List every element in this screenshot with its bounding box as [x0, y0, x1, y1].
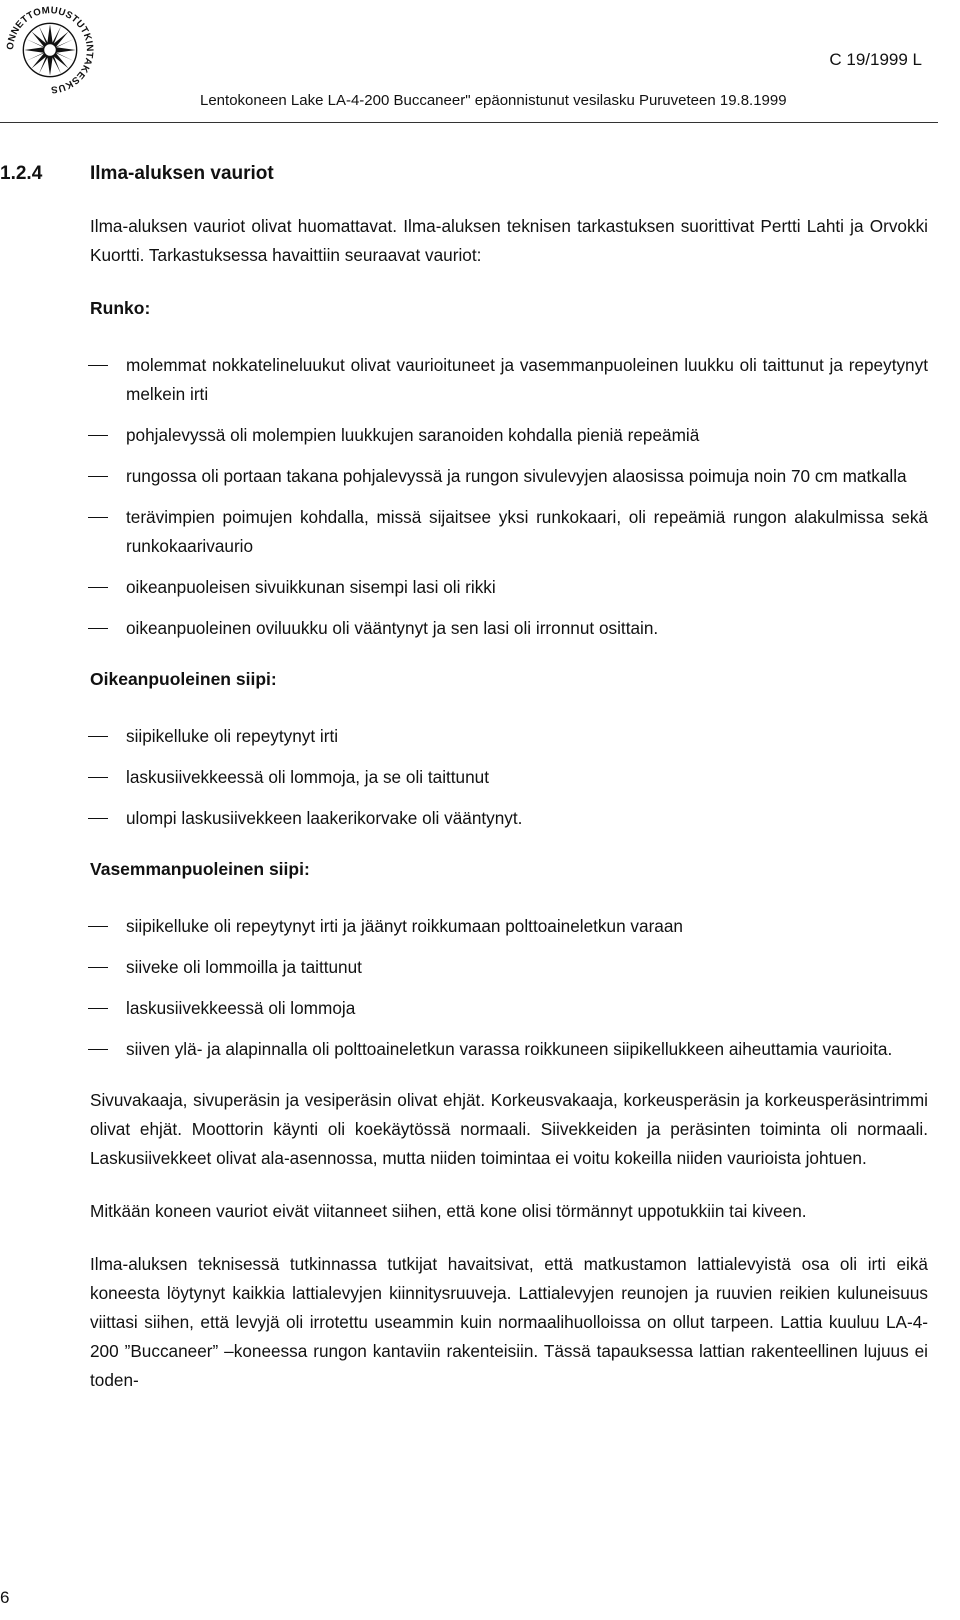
list-item: siiven ylä- ja alapinnalla oli polttoaineletkun varassa roikkuneen siipikellukkeen aiheuttamia vaurioita.	[90, 1035, 928, 1064]
right-wing-list	[90, 722, 928, 833]
list-item: oikeanpuoleinen oviluukku oli vääntynyt ja sen lasi oli irronnut osittain.	[90, 614, 928, 643]
left-wing-heading: Vasemmanpuoleinen siipi:	[90, 859, 310, 879]
list-item: pohjalevyssä oli molempien luukkujen saranoiden kohdalla pieniä repeämiä	[90, 421, 928, 450]
list-item: laskusiivekkeessä oli lommoja, ja se oli taittunut	[90, 763, 928, 792]
document-code: C 19/1999 L	[829, 50, 922, 69]
logo	[4, 4, 96, 96]
body-paragraph: Ilma-aluksen teknisessä tutkinnassa tutkijat havaitsivat, että matkustamon lattialevyistä osa oli irti eikä koneesta löytynyt kaikkia lattialevyjen kiinnitysruuveja. Lattialevyjen reunojen ja ruuvien reikien kuluneisuus viittasi siihen, että levyjä oli irrotettu useammin kuin normaalihuolloissa on ollut tarpeen. Lattia kuuluu LA-4-200 ”Buccaneer” –koneessa rungon kantaviin rakenteisiin. Tässä tapauksessa lattian rakenteellinen lujuus ei toden-	[90, 1254, 928, 1390]
intro-paragraph: Ilma-aluksen vauriot olivat huomattavat. Ilma-aluksen teknisen tarkastuksen suorittivat Pertti Lahti ja Orvokki Kuortti. Tarkastuksessa havaittiin seuraavat vauriot:	[90, 216, 928, 265]
list-item: molemmat nokkatelineluukut olivat vaurioituneet ja vasemmanpuoleinen luukku oli taittunut ja repeytynyt melkein irti	[90, 351, 928, 409]
document-body	[90, 212, 928, 1419]
list-item: siipikelluke oli repeytynyt irti ja jäänyt roikkumaan polttoaineletkun varaan	[90, 912, 928, 941]
left-wing-list	[90, 912, 928, 1064]
body-paragraph: Sivuvakaaja, sivuperäsin ja vesiperäsin olivat ehjät. Korkeusvakaaja, korkeusperäsin ja korkeusperäsintrimmi olivat ehjät. Moottorin käynti oli koekäytössä normaali. Siivekkeiden ja peräsinten toiminta oli normaali. Laskusiivekkeet olivat ala-asennossa, mutta niiden toimintaa ei voitu kokeilla niiden vaurioista johtuen.	[90, 1090, 928, 1168]
document-title: Lentokoneen Lake LA-4-200 Buccaneer" epäonnistunut vesilasku Puruveteen 19.8.1999	[200, 92, 787, 109]
list-item: siipikelluke oli repeytynyt irti	[90, 722, 928, 751]
section-heading	[0, 163, 274, 185]
right-wing-heading: Oikeanpuoleinen siipi:	[90, 669, 277, 689]
list-item: oikeanpuoleisen sivuikkunan sisempi lasi oli rikki	[90, 573, 928, 602]
runko-list	[90, 351, 928, 643]
section-title: Ilma-aluksen vauriot	[90, 163, 274, 184]
body-paragraph: Mitkään koneen vauriot eivät viitanneet siihen, että kone olisi törmännyt uppotukkiin tai kiveen.	[90, 1201, 807, 1221]
header-divider	[0, 122, 938, 123]
runko-heading: Runko:	[90, 298, 151, 318]
section-number: 1.2.4	[0, 163, 43, 184]
list-item: siiveke oli lommoilla ja taittunut	[90, 953, 928, 982]
list-item: terävimpien poimujen kohdalla, missä sijaitsee yksi runkokaari, oli repeämiä rungon alakulmissa sekä runkokaarivaurio	[90, 503, 928, 561]
svg-text:ONNETTOMUUSTUTKINTAKESKUS: ONNETTOMUUSTUTKINTAKESKUS	[5, 5, 95, 95]
list-item: laskusiivekkeessä oli lommoja	[90, 994, 928, 1023]
list-item: rungossa oli portaan takana pohjalevyssä ja rungon sivulevyjen alaosissa poimuja noin 70 cm matkalla	[90, 462, 928, 491]
list-item: ulompi laskusiivekkeen laakerikorvake oli vääntynyt.	[90, 804, 928, 833]
page-number: 6	[0, 1588, 10, 1607]
agency-seal-icon	[4, 4, 96, 96]
